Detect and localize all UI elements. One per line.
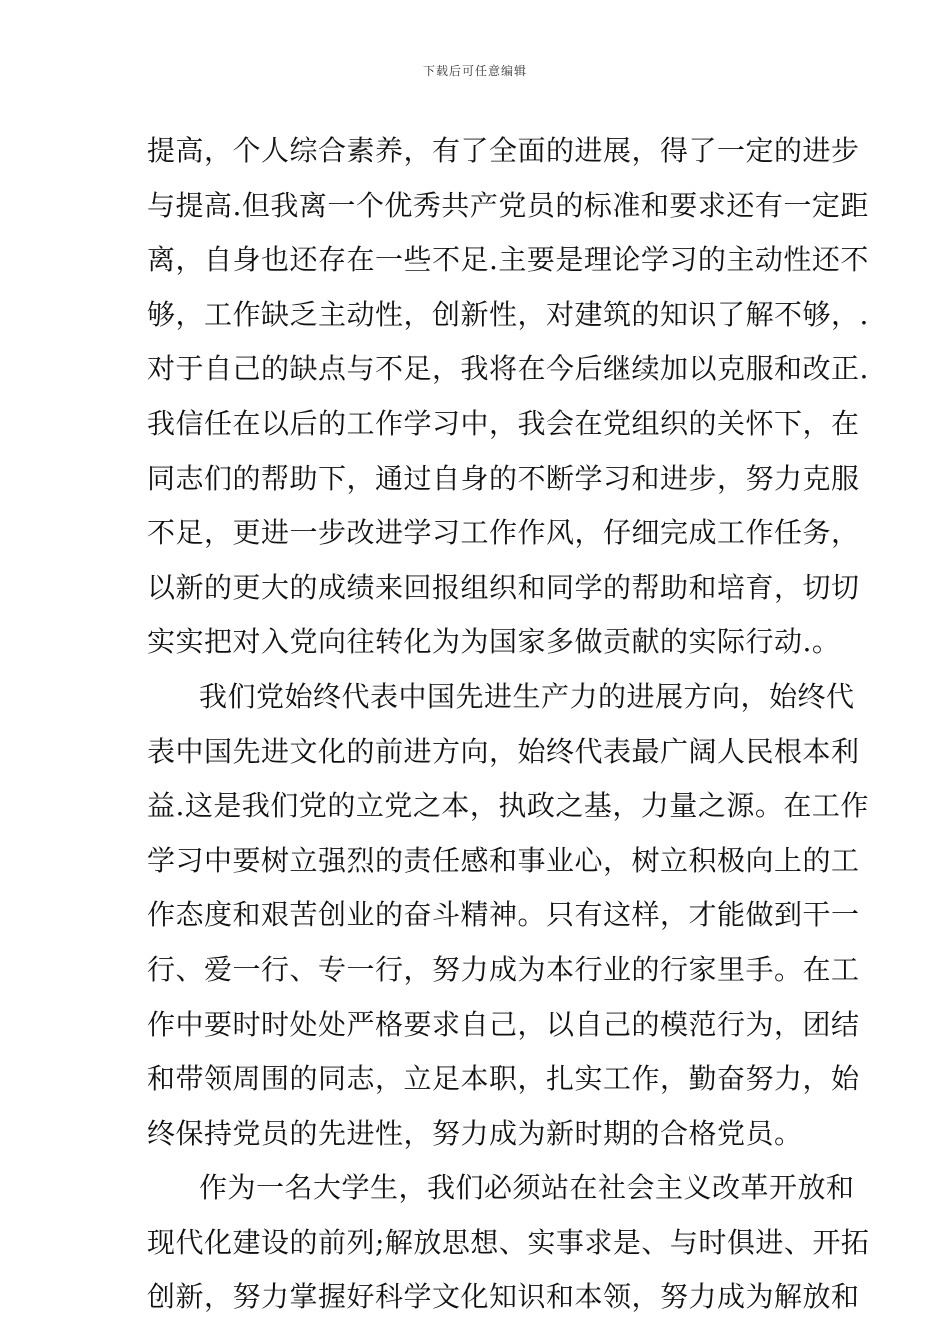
text-line: 现代化建设的前列;解放思想、实事求是、与时俱进、开拓 — [147, 1225, 870, 1259]
text-line: 学习中要树立强烈的责任感和事业心，树立积极向上的工 — [147, 843, 860, 877]
text-line: 行、爱一行、专一行，努力成为本行业的行家里手。在工 — [147, 952, 860, 986]
text-line: 够，工作缺乏主动性，创新性，对建筑的知识了解不够，. — [147, 297, 869, 331]
text-line: 和带领周围的同志，立足本职，扎实工作，勤奋努力，始 — [147, 1062, 860, 1096]
text-line: 对于自己的缺点与不足，我将在今后继续加以克服和改正. — [147, 352, 869, 386]
text-line: 实实把对入党向往转化为为国家多做贡献的实际行动.。 — [147, 625, 841, 659]
text-line: 与提高.但我离一个优秀共产党员的标准和要求还有一定距 — [147, 188, 869, 222]
text-line: 作为一名大学生，我们必须站在社会主义改革开放和 — [199, 1171, 855, 1205]
text-line: 以新的更大的成绩来回报组织和同学的帮助和培育，切切 — [147, 570, 860, 604]
text-line: 离，自身也还存在一些不足.主要是理论学习的主动性还不 — [147, 243, 869, 277]
text-line: 终保持党员的先进性，努力成为新时期的合格党员。 — [147, 1116, 803, 1150]
text-line: 我们党始终代表中国先进生产力的进展方向，始终代 — [199, 679, 855, 713]
page-header: 下载后可任意编辑 — [422, 64, 527, 78]
body-text — [147, 124, 870, 1325]
text-line: 作中要时时处处严格要求自己，以自己的模范行为，团结 — [147, 1007, 860, 1041]
text-line: 益.这是我们党的立党之本，执政之基，力量之源。在工作 — [147, 789, 869, 823]
text-line: 创新，努力掌握好科学文化知识和本领，努力成为解放和 — [147, 1280, 860, 1314]
text-line: 同志们的帮助下，通过自身的不断学习和进步，努力克服 — [147, 461, 860, 495]
text-line: 作态度和艰苦创业的奋斗精神。只有这样，才能做到干一 — [147, 898, 860, 932]
text-line: 我信任在以后的工作学习中，我会在党组织的关怀下，在 — [147, 406, 860, 440]
text-line: 提高，个人综合素养，有了全面的进展，得了一定的进步 — [147, 134, 860, 167]
text-line: 表中国先进文化的前进方向，始终代表最广阔人民根本利 — [147, 734, 860, 768]
text-line: 不足，更进一步改进学习工作作风，仔细完成工作任务， — [147, 516, 860, 550]
